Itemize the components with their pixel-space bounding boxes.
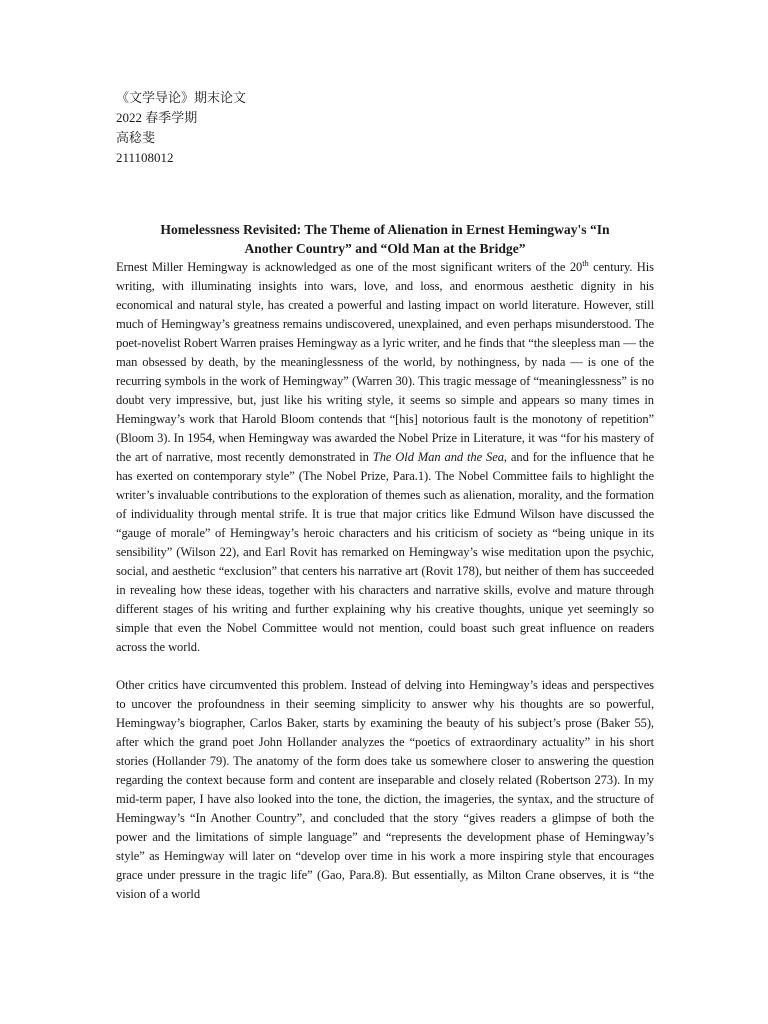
paragraph-1-text-cont: , and for the influence that he has exerted on contemporary style” (The Nobel Prize, Para.1). The Nobel Committee fails to highlight the writer’s invaluable contributions to the exploration of themes such as alienation, morality, and the formation of individuality through mental strife. It is true that major critics like Edmund Wilson have discussed the “gauge of morale” of Hemingway’s heroic characters and his criticism of society as “being unique in its sensibility” (Wilson 22), and Earl Rovit has remarked on Hemingway’s wise meditation upon the psychic, social, and aesthetic “exclusion” that centers his narrative art (Rovit 178), but neither of them has succeeded in revealing how these ideas, together with his characters and narrative skills, evolve and mature through different stages of his writing and further explaining why his creative thoughts, unique yet seemingly so simple that even the Nobel Committee would not mention, could boast such great influence on readers across the world. xyxy=(116,450,655,654)
author-name: 高稔斐 xyxy=(116,130,156,145)
ordinal-suffix: th xyxy=(582,258,589,268)
book-title: The Old Man and the Sea xyxy=(372,450,504,464)
paragraph-1 xyxy=(116,258,654,657)
paragraph-1-opening-end: century. xyxy=(588,260,633,274)
paper-header xyxy=(116,88,654,168)
student-id: 211108012 xyxy=(116,150,174,165)
paragraph-1-opening: Ernest Miller Hemingway is acknowledged as one of the most significant writers of the 20 xyxy=(116,260,583,274)
paragraph-1-text: His writing, with illuminating insights into wars, love, and loss, and enormous aesthetic dignity in his economical and natural style, has created a powerful and lasting impact on world literature. However, still much of Hemingway’s greatness remains undiscovered, unexplained, and even perhaps misunderstood. The poet-novelist Robert Warren praises Hemingway as a lyric writer, and he finds that “the sleepless man — the man obsessed by death, by the meaninglessness of the world, by nothingness, by nada — is one of the recurring symbols in the work of Hemingway” (Warren 30). This tragic message of “meaninglessness” is no doubt very impressive, but, just like his writing style, it seems so simple and appears so many times in Hemingway’s work that Harold Bloom contends that “[his] notorious fault is the monotony of repetition” (Bloom 3). In 1954, when Hemingway was awarded the Nobel Prize in Literature, it was “for his mastery of the art of narrative, most recently demonstrated in xyxy=(116,260,654,464)
course-title: 《文学导论》期末论文 xyxy=(116,90,247,105)
paper-title xyxy=(116,220,654,258)
term-label: 2022 春季学期 xyxy=(116,110,198,125)
paper-body xyxy=(116,258,654,904)
paper-title-line-1: Homelessness Revisited: The Theme of Alienation in Ernest Hemingway's “In xyxy=(160,222,610,237)
paragraph-2: Other critics have circumvented this problem. Instead of delving into Hemingway’s ideas and perspectives to uncover the profoundness in their seeming simplicity to answer why his thoughts are so powerful, Hemingway’s biographer, Carlos Baker, starts by examining the beauty of his subject’s prose (Baker 55), after which the grand poet John Hollander analyzes the “poetics of extraordinary actuality” in his short stories (Hollander 79). The anatomy of the form does take us somewhere closer to answering the question regarding the context because form and content are inseparable and closely related (Robertson 273). In my mid-term paper, I have also looked into the tone, the diction, the imageries, the syntax, and the structure of Hemingway’s “In Another Country”, and concluded that the story “gives readers a glimpse of both the power and the limitations of simple language” and “represents the development phase of Hemingway’s style” as Hemingway will later on “develop over time in his work a more inspiring style that encourages grace under pressure in the tragic life” (Gao, Para.8). But essentially, as Milton Crane observes, it is “the vision of a world xyxy=(116,678,654,901)
paper-title-line-2: Another Country” and “Old Man at the Bridge” xyxy=(244,241,526,256)
